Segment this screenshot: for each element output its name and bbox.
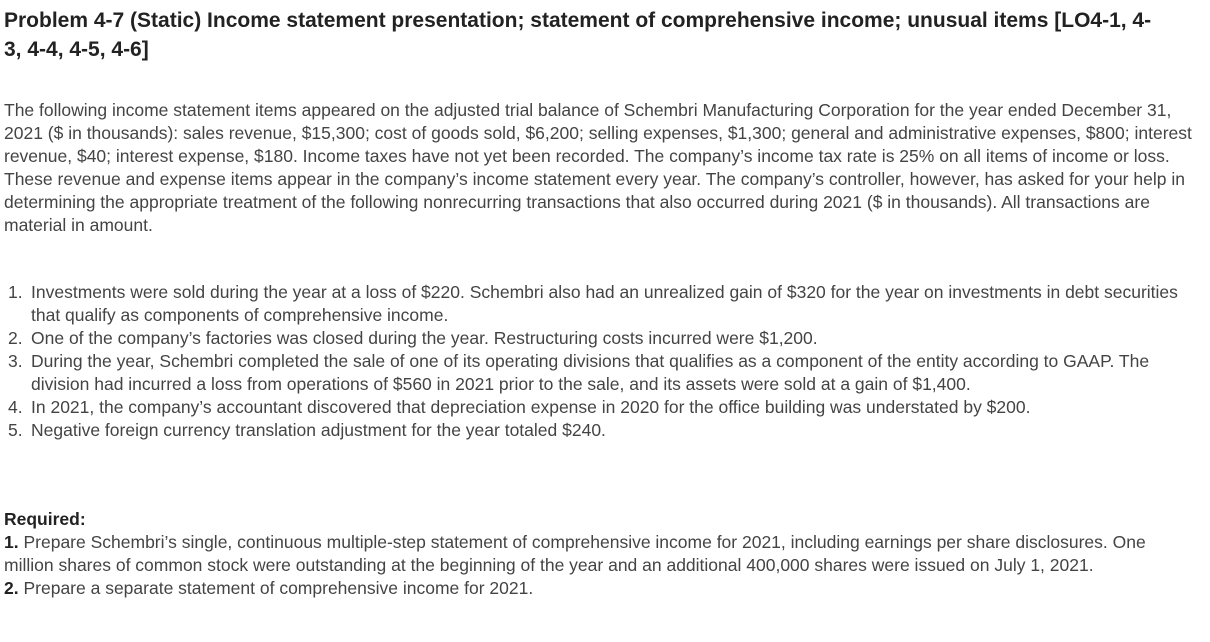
required-part bbox=[4, 577, 1199, 600]
list-item-text: During the year, Schembri completed the sale of one of its operating divisions that qualifies as a component of the entity according to GAAP. The division had incurred a loss from operations of $560 in 2021 prior to the sale, and its assets were sold at a gain of $1,400. bbox=[31, 351, 1150, 394]
list-item-number: 5. bbox=[8, 420, 23, 440]
list-item bbox=[8, 396, 1198, 419]
required-part bbox=[4, 531, 1199, 577]
list-item bbox=[8, 419, 1198, 442]
required-part-number: 2. bbox=[4, 578, 19, 598]
problem-intro: The following income statement items appeared on the adjusted trial balance of Schembri Manufacturing Corporation for the year ended December 31, 2021 ($ in thousands): sales revenue, $15,300; cost of goods sold, $6,200; selling expenses, $1,300; general and administrative expenses, $800; interest revenue, $40; interest expense, $180. Income taxes have not yet been recorded. The company’s income tax rate is 25% on all items of income or loss. These revenue and expense items appear in the company’s income statement every year. The company’s controller, however, has asked for your help in determining the appropriate treatment of the following nonrecurring transactions that also occurred during 2021 ($ in thousands). All transactions are material in amount. bbox=[4, 100, 1192, 235]
list-item-number: 3. bbox=[8, 351, 23, 371]
required-section bbox=[4, 508, 1199, 600]
required-part-text: Prepare a separate statement of comprehensive income for 2021. bbox=[23, 578, 534, 598]
list-item-text: Negative foreign currency translation adjustment for the year totaled $240. bbox=[31, 420, 606, 440]
list-item-number: 1. bbox=[8, 282, 23, 302]
list-item-text: In 2021, the company’s accountant discovered that depreciation expense in 2020 for the office building was understated by $200. bbox=[31, 397, 1031, 417]
list-item-text: Investments were sold during the year at a loss of $220. Schembri also had an unrealized gain of $320 for the year on investments in debt securities that qualify as components of comprehensive income. bbox=[31, 282, 1178, 325]
list-item bbox=[8, 327, 1198, 350]
required-part-number: 1. bbox=[4, 532, 19, 552]
list-item bbox=[8, 281, 1198, 327]
transaction-list bbox=[8, 281, 1198, 442]
list-item-text: One of the company’s factories was closed during the year. Restructuring costs incurred were $1,200. bbox=[31, 328, 818, 348]
required-part-text: Prepare Schembri’s single, continuous multiple-step statement of comprehensive income for 2021, including earnings per share disclosures. One million shares of common stock were outstanding at the beginning of the year and an additional 400,000 shares were issued on July 1, 2021. bbox=[4, 532, 1146, 575]
required-label: Required: bbox=[4, 509, 86, 529]
list-item-number: 4. bbox=[8, 397, 23, 417]
list-item bbox=[8, 350, 1198, 396]
list-item-number: 2. bbox=[8, 328, 23, 348]
problem-title: Problem 4-7 (Static) Income statement presentation; statement of comprehensive income; unusual items [LO4-1, 4-3, 4-4, 4-5, 4-6] bbox=[4, 9, 1152, 61]
